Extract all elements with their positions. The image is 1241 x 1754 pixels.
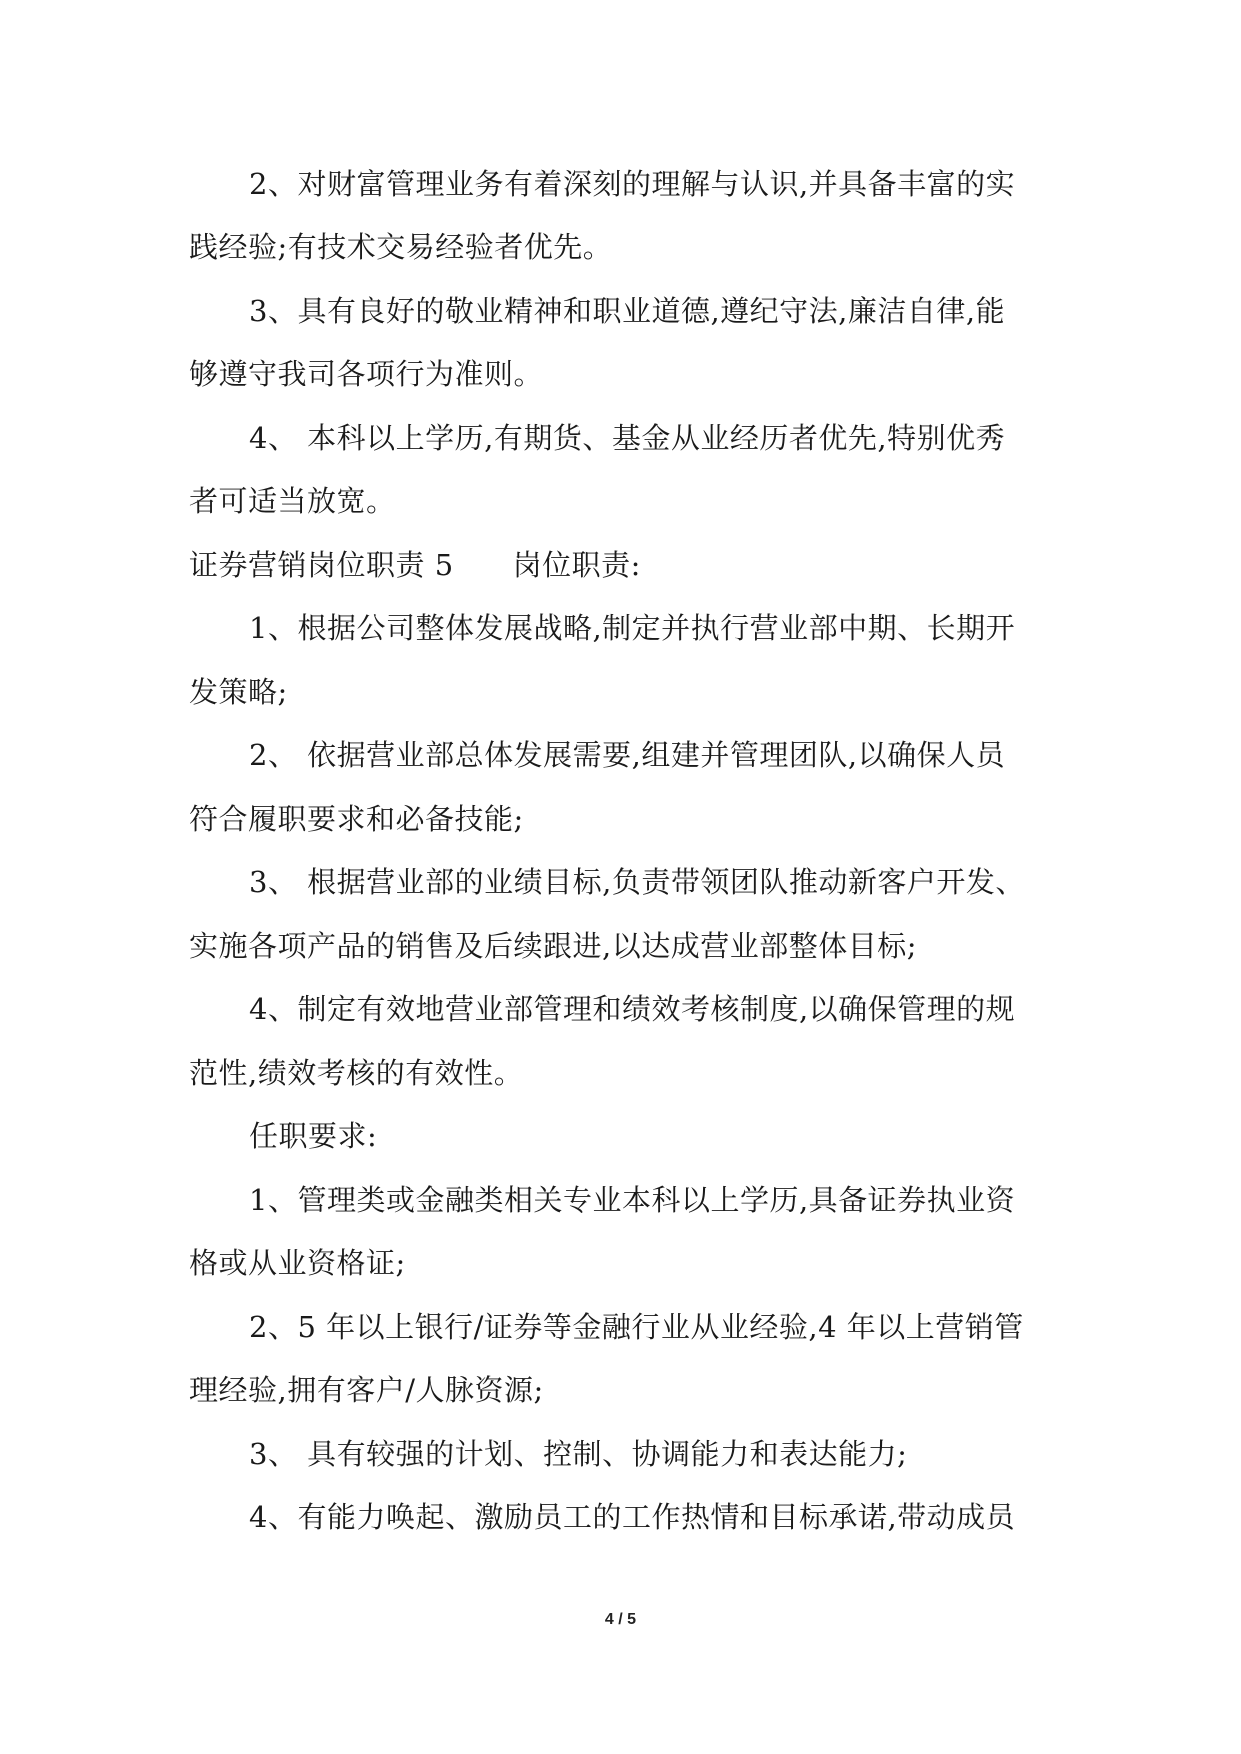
subheading: 任职要求: [249,1119,378,1153]
paragraph-line: 范性,绩效考核的有效性。 [189,1056,524,1090]
paragraph-line: 实施各项产品的销售及后续跟进,以达成营业部整体目标; [189,929,917,963]
paragraph-line: 3、 根据营业部的业绩目标,负责带领团队推动新客户开发、 [249,865,1025,899]
paragraph-line: 够遵守我司各项行为准则。 [189,357,544,391]
paragraph-line: 格或从业资格证; [189,1246,406,1280]
paragraph-line: 符合履职要求和必备技能; [189,802,524,836]
paragraph-line: 者可适当放宽。 [189,484,396,518]
paragraph-line: 践经验;有技术交易经验者优先。 [189,230,613,264]
paragraph-line: 理经验,拥有客户/人脉资源; [189,1373,544,1407]
paragraph-line: 4、 本科以上学历,有期货、基金从业经历者优先,特别优秀 [249,421,1006,455]
paragraph-line: 4、制定有效地营业部管理和绩效考核制度,以确保管理的规 [249,992,1016,1026]
paragraph-line: 2、5 年以上银行/证券等金融行业从业经验,4 年以上营销管 [249,1310,1024,1344]
paragraph-line: 1、管理类或金融类相关专业本科以上学历,具备证券执业资 [249,1183,1016,1217]
paragraph-line: 发策略; [189,675,288,709]
paragraph-line: 3、 具有较强的计划、控制、协调能力和表达能力; [249,1437,908,1471]
paragraph-line: 1、根据公司整体发展战略,制定并执行营业部中期、长期开 [249,611,1016,645]
page-number: 4 / 5 [604,1611,637,1628]
paragraph-line: 2、 依据营业部总体发展需要,组建并管理团队,以确保人员 [249,738,1006,772]
paragraph-line: 3、具有良好的敬业精神和职业道德,遵纪守法,廉洁自律,能 [249,294,1006,328]
paragraph-line: 4、有能力唤起、激励员工的工作热情和目标承诺,带动成员 [249,1500,1016,1534]
paragraph-line: 2、对财富管理业务有着深刻的理解与认识,并具备丰富的实 [249,167,1016,201]
section-heading: 证券营销岗位职责 5 岗位职责: [189,548,641,582]
